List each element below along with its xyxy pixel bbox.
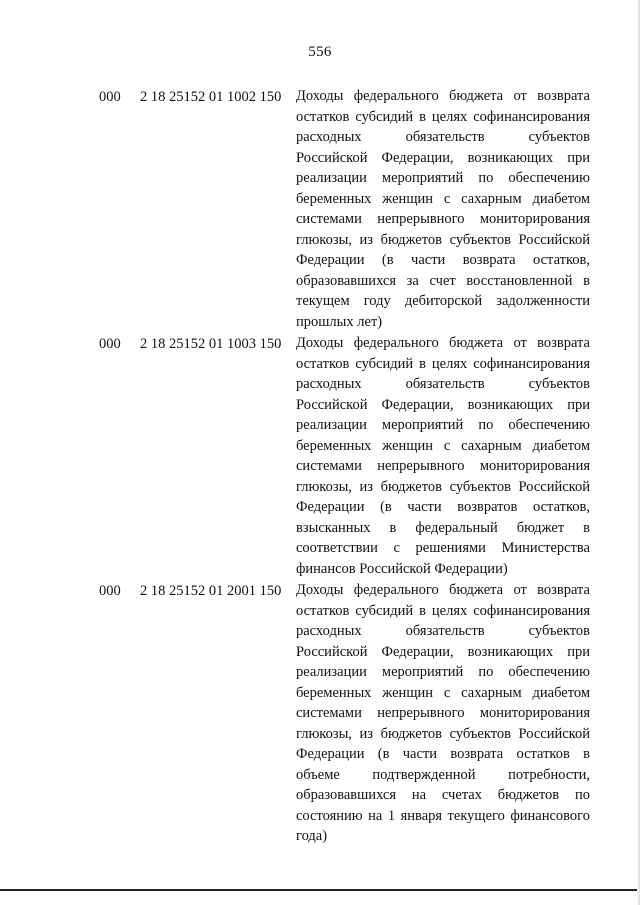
description-line: реализации мероприятий по обеспечению xyxy=(296,170,590,186)
description-line: беременных женщин с сахарным диабетом xyxy=(296,437,590,454)
entry-description xyxy=(296,580,590,847)
description-line: Федерации (в части возврата остатков, xyxy=(296,252,590,268)
budget-classification-code: 2 18 25152 01 1002 150 xyxy=(140,89,282,105)
description-line: системами непрерывного мониторирования xyxy=(296,211,590,227)
admin-code: 000 xyxy=(99,583,121,599)
description-line: Доходы федерального бюджета от возврата xyxy=(296,582,590,598)
description-line: финансов Российской Федерации) xyxy=(296,560,508,577)
admin-code: 000 xyxy=(99,89,121,105)
description-line: года) xyxy=(296,828,328,844)
entry-description xyxy=(296,86,590,332)
description-line: расходных обязательств субъектов xyxy=(296,376,590,392)
description-line: Доходы федерального бюджета от возврата xyxy=(296,335,590,351)
description-line: расходных обязательств субъектов xyxy=(296,129,590,145)
description-line: образовавшихся на счетах бюджетов по xyxy=(296,787,590,803)
description-line: текущем году дебиторской задолженности xyxy=(296,293,590,309)
description-line: глюкозы, из бюджетов субъектов Российской xyxy=(296,231,590,248)
description-line: соответствии с решениями Министерства xyxy=(296,540,590,556)
description-line: остатков субсидий в целях софинансирования xyxy=(296,108,590,125)
description-line: образовавшихся за счет восстановленной в xyxy=(296,272,590,289)
page-number: 556 xyxy=(308,44,332,60)
description-line: реализации мероприятий по обеспечению xyxy=(296,664,590,680)
description-line: глюкозы, из бюджетов субъектов Российской xyxy=(296,725,590,742)
description-line: состоянию на 1 января текущего финансового xyxy=(296,807,590,824)
description-line: остатков субсидий в целях софинансирования xyxy=(296,602,590,619)
description-line: расходных обязательств субъектов xyxy=(296,623,590,639)
description-line: глюкозы, из бюджетов субъектов Российской xyxy=(296,478,590,495)
description-line: остатков субсидий в целях софинансирования xyxy=(296,355,590,372)
description-line: взысканных в федеральный бюджет в xyxy=(296,519,590,536)
entry-description xyxy=(296,333,590,579)
description-line: Российской Федерации, возникающих при xyxy=(296,643,590,660)
budget-classification-code: 2 18 25152 01 2001 150 xyxy=(140,583,282,599)
bottom-scan-edge xyxy=(0,889,640,891)
description-line: Российской Федерации, возникающих при xyxy=(296,396,590,413)
admin-code: 000 xyxy=(99,336,121,352)
description-line: реализации мероприятий по обеспечению xyxy=(296,417,590,433)
description-line: Федерации (в части возвратов остатков, xyxy=(296,499,590,515)
description-line: системами непрерывного мониторирования xyxy=(296,458,590,474)
description-line: объеме подтвержденной потребности, xyxy=(296,766,590,783)
description-line: Доходы федерального бюджета от возврата xyxy=(296,88,590,104)
description-line: системами непрерывного мониторирования xyxy=(296,705,590,721)
description-line: Федерации (в части возврата остатков в xyxy=(296,746,590,762)
budget-classification-code: 2 18 25152 01 1003 150 xyxy=(140,336,282,352)
description-line: Российской Федерации, возникающих при xyxy=(296,149,590,166)
description-line: беременных женщин с сахарным диабетом xyxy=(296,684,590,701)
description-line: прошлых лет) xyxy=(296,313,383,330)
description-line: беременных женщин с сахарным диабетом xyxy=(296,190,590,207)
